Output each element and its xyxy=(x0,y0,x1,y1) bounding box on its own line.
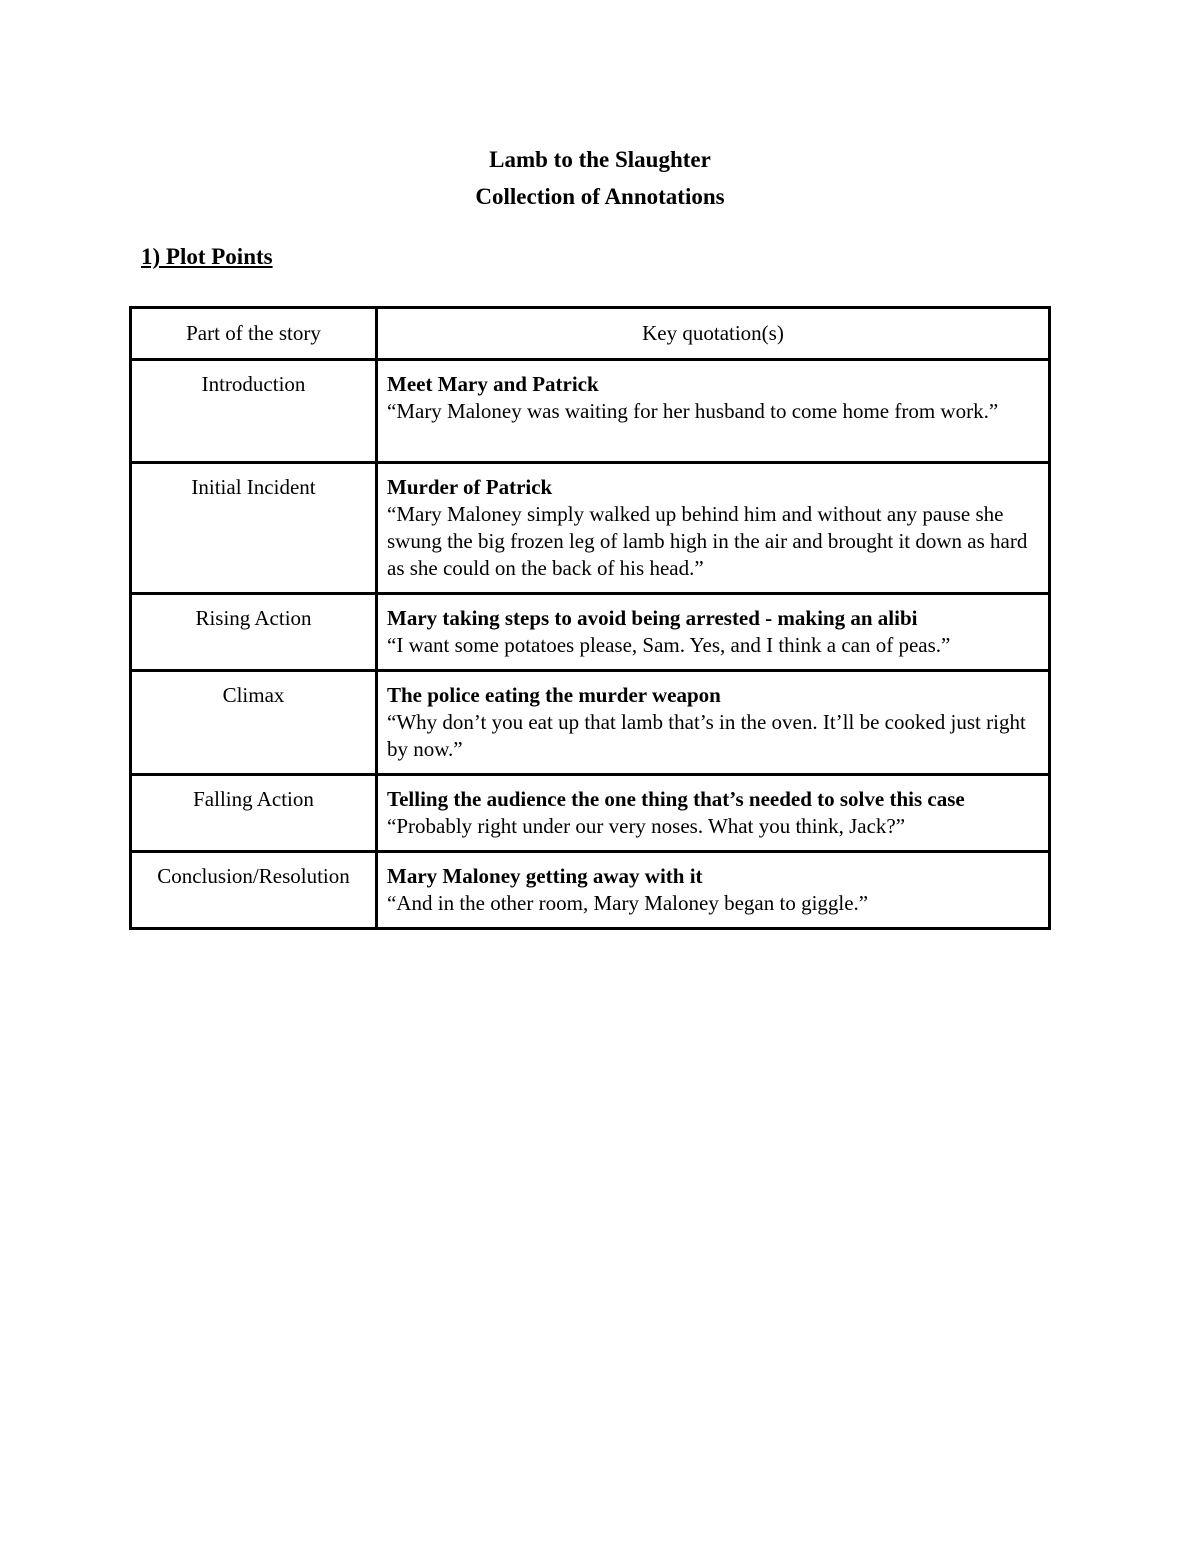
plot-points-table xyxy=(129,306,1051,930)
story-part-cell: Falling Action xyxy=(131,775,377,852)
document-title: Lamb to the Slaughter xyxy=(489,147,711,172)
story-part-cell: Conclusion/Resolution xyxy=(131,852,377,929)
event-title: Mary Maloney getting away with it xyxy=(387,864,703,888)
table-row xyxy=(131,463,1050,594)
event-title: Telling the audience the one thing that’s needed to solve this case xyxy=(387,787,965,811)
document-title-block xyxy=(0,141,1200,215)
story-part-cell: Rising Action xyxy=(131,594,377,671)
header-part-of-story: Part of the story xyxy=(131,308,377,360)
table-row xyxy=(131,671,1050,775)
event-title: Mary taking steps to avoid being arrested - making an alibi xyxy=(387,606,918,630)
header-key-quotations: Key quotation(s) xyxy=(377,308,1050,360)
event-quote: “Why don’t you eat up that lamb that’s in the oven. It’ll be cooked just right by now.” xyxy=(387,710,1026,761)
event-quote: “Mary Maloney simply walked up behind him and without any pause she swung the big frozen leg of lamb high in the air and brought it down as hard as she could on the back of his head.” xyxy=(387,502,1028,580)
document-subtitle: Collection of Annotations xyxy=(475,184,725,209)
quotation-cell xyxy=(377,775,1050,852)
quotation-cell xyxy=(377,360,1050,463)
table-row xyxy=(131,852,1050,929)
story-part-cell: Initial Incident xyxy=(131,463,377,594)
quotation-cell xyxy=(377,671,1050,775)
quotation-cell xyxy=(377,852,1050,929)
event-title: Meet Mary and Patrick xyxy=(387,372,599,396)
event-quote: “And in the other room, Mary Maloney began to giggle.” xyxy=(387,891,869,915)
table-row xyxy=(131,594,1050,671)
section-heading-plot-points: 1) Plot Points xyxy=(141,244,273,269)
event-title: The police eating the murder weapon xyxy=(387,683,721,707)
event-title: Murder of Patrick xyxy=(387,475,553,499)
story-part-cell: Climax xyxy=(131,671,377,775)
quotation-cell xyxy=(377,594,1050,671)
event-quote: “I want some potatoes please, Sam. Yes, and I think a can of peas.” xyxy=(387,633,951,657)
story-part-cell: Introduction xyxy=(131,360,377,463)
table-row xyxy=(131,360,1050,463)
event-quote: “Mary Maloney was waiting for her husband to come home from work.” xyxy=(387,399,999,423)
table-header-row xyxy=(131,308,1050,360)
event-quote: “Probably right under our very noses. What you think, Jack?” xyxy=(387,814,906,838)
table-row xyxy=(131,775,1050,852)
quotation-cell xyxy=(377,463,1050,594)
